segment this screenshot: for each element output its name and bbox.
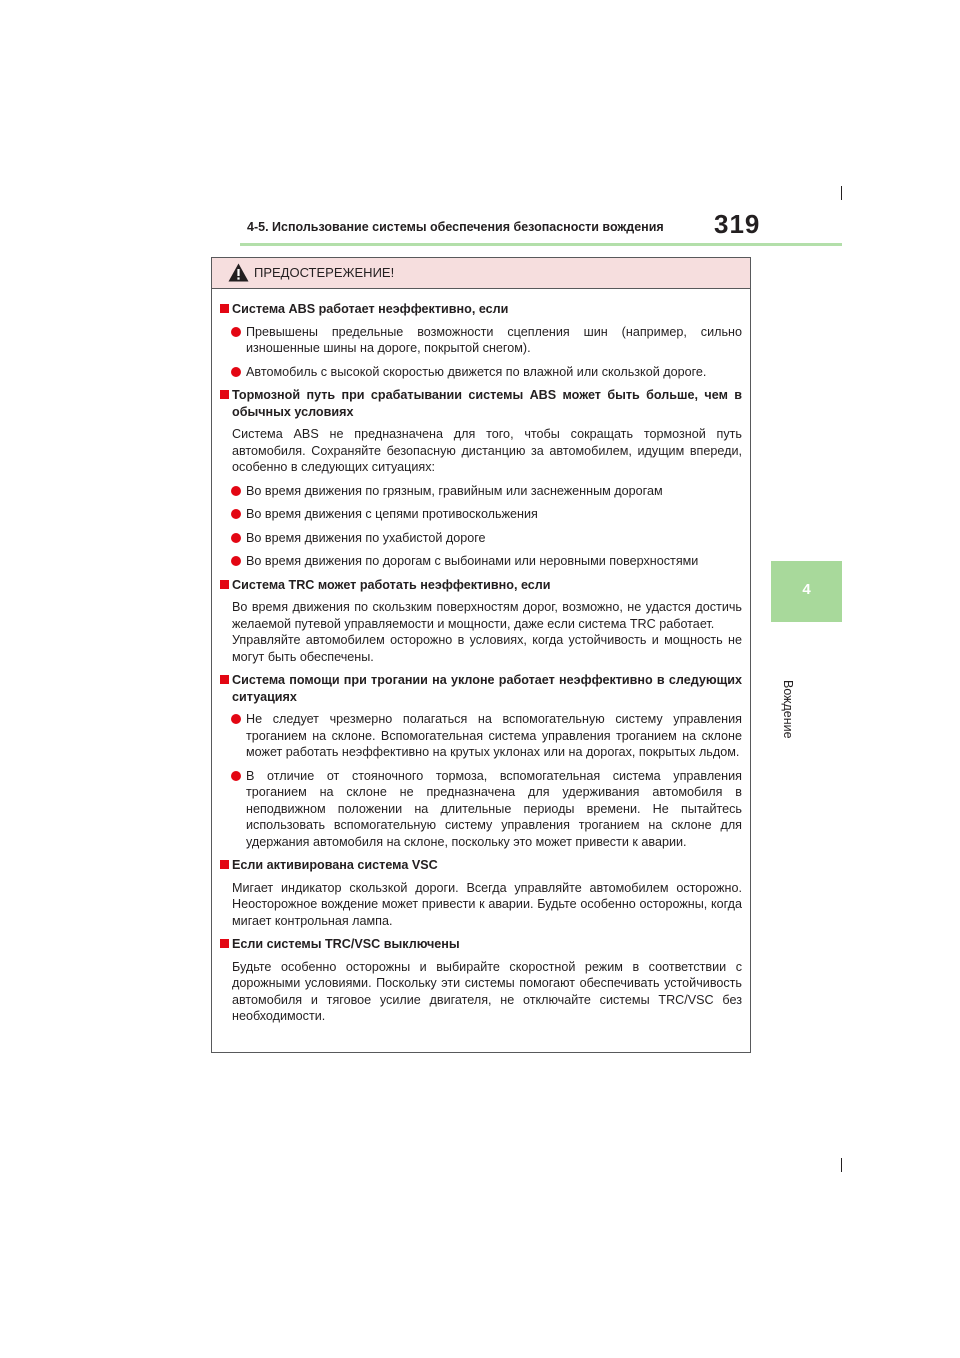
circle-bullet-icon xyxy=(231,711,246,761)
circle-bullet-icon xyxy=(231,553,246,570)
list-item: Превышены предельные возможности сцепления шин (например, сильно изношенные шины на дороге, покрытой снегом). xyxy=(231,324,742,357)
list-item: Во время движения по грязным, гравийным или заснеженным дорогам xyxy=(231,483,742,500)
circle-bullet-icon xyxy=(231,768,246,851)
warning-triangle-icon xyxy=(228,263,249,282)
square-bullet-icon xyxy=(220,672,232,705)
list-item: Не следует чрезмерно полагаться на вспомогательную систему управления троганием на склоне. Вспомогательная система управления троганием на склоне может работать неэффективно на крутых уклонах или на дорогах, покрытых льдом. xyxy=(231,711,742,761)
circle-bullet-icon xyxy=(231,506,246,523)
circle-bullet-icon xyxy=(231,364,246,381)
paragraph: Мигает индикатор скользкой дороги. Всегда управляйте автомобилем осторожно. Неосторожное вождение может привести к аварии. Будьте особенно осторожны, когда мигает контрольная лампа. xyxy=(232,880,742,928)
circle-bullet-icon xyxy=(231,324,246,357)
section-heading: Система ABS работает неэффективно, если xyxy=(220,301,742,318)
crop-mark-bottom xyxy=(841,1158,842,1172)
list-item: В отличие от стояночного тормоза, вспомогательная система управления троганием на склоне не предназначена для удерживания автомобиля в неподвижном положении на длительные периоды времени. Не пытайтесь использовать вспомогательную систему управления троганием на склоне для удержания автомобиля на склоне, поскольку это может привести к аварии. xyxy=(231,768,742,851)
circle-bullet-icon xyxy=(231,530,246,547)
paragraph-line: Управляйте автомобилем осторожно в условиях, когда устойчивость и мощность не могут быть обеспечены. xyxy=(232,633,742,664)
square-bullet-icon xyxy=(220,387,232,420)
crop-mark-top xyxy=(841,186,842,200)
paragraph: Будьте особенно осторожны и выбирайте скоростной режим в соответствии с дорожными условиями. Поскольку эти системы помогают обеспечивать устойчивость автомобиля и тяговое усилие двигателя, не отключайте системы TRC/VSC без необходимости. xyxy=(232,959,742,1023)
section-heading: Тормозной путь при срабатывании системы ABS может быть больше, чем в обычных условиях xyxy=(220,387,742,420)
paragraph xyxy=(232,599,742,665)
caution-title: ПРЕДОСТЕРЕЖЕНИЕ! xyxy=(254,265,395,280)
section-header: 4-5. Использование системы обеспечения безопасности вождения xyxy=(247,220,664,234)
caution-header xyxy=(212,258,750,289)
section-heading: Если системы TRC/VSC выключены xyxy=(220,936,742,953)
header-rule xyxy=(240,243,842,246)
square-bullet-icon xyxy=(220,301,232,318)
section-heading: Система TRC может работать неэффективно, если xyxy=(220,577,742,594)
chapter-tab[interactable] xyxy=(771,561,842,622)
list-item: Во время движения по ухабистой дороге xyxy=(231,530,742,547)
circle-bullet-icon xyxy=(231,483,246,500)
list-item: Во время движения по дорогам с выбоинами или неровными поверхностями xyxy=(231,553,742,570)
paragraph: Система ABS не предназначена для того, чтобы сокращать тормозной путь автомобиля. Сохраняйте безопасную дистанцию за автомобилем, идущим впереди, особенно в следующих ситуациях: xyxy=(232,427,742,474)
chapter-label: Вождение xyxy=(781,680,795,739)
section-heading: Система помощи при трогании на уклоне работает неэффективно в следующих ситуациях xyxy=(220,672,742,705)
section-heading: Если активирована система VSC xyxy=(220,857,742,874)
list-item: Автомобиль с высокой скоростью движется по влажной или скользкой дороге. xyxy=(231,364,742,381)
square-bullet-icon xyxy=(220,577,232,594)
square-bullet-icon xyxy=(220,857,232,874)
caution-body xyxy=(212,289,750,1025)
caution-box xyxy=(211,257,751,1053)
chapter-number: 4 xyxy=(802,581,811,598)
page-number: 319 xyxy=(714,209,761,239)
list-item: Во время движения с цепями противоскольжения xyxy=(231,506,742,523)
paragraph-line: Во время движения по скользким поверхностям дорог, возможно, не удастся достичь желаемой путевой управляемости и мощности, даже если система TRC работает. xyxy=(232,600,742,631)
square-bullet-icon xyxy=(220,936,232,953)
